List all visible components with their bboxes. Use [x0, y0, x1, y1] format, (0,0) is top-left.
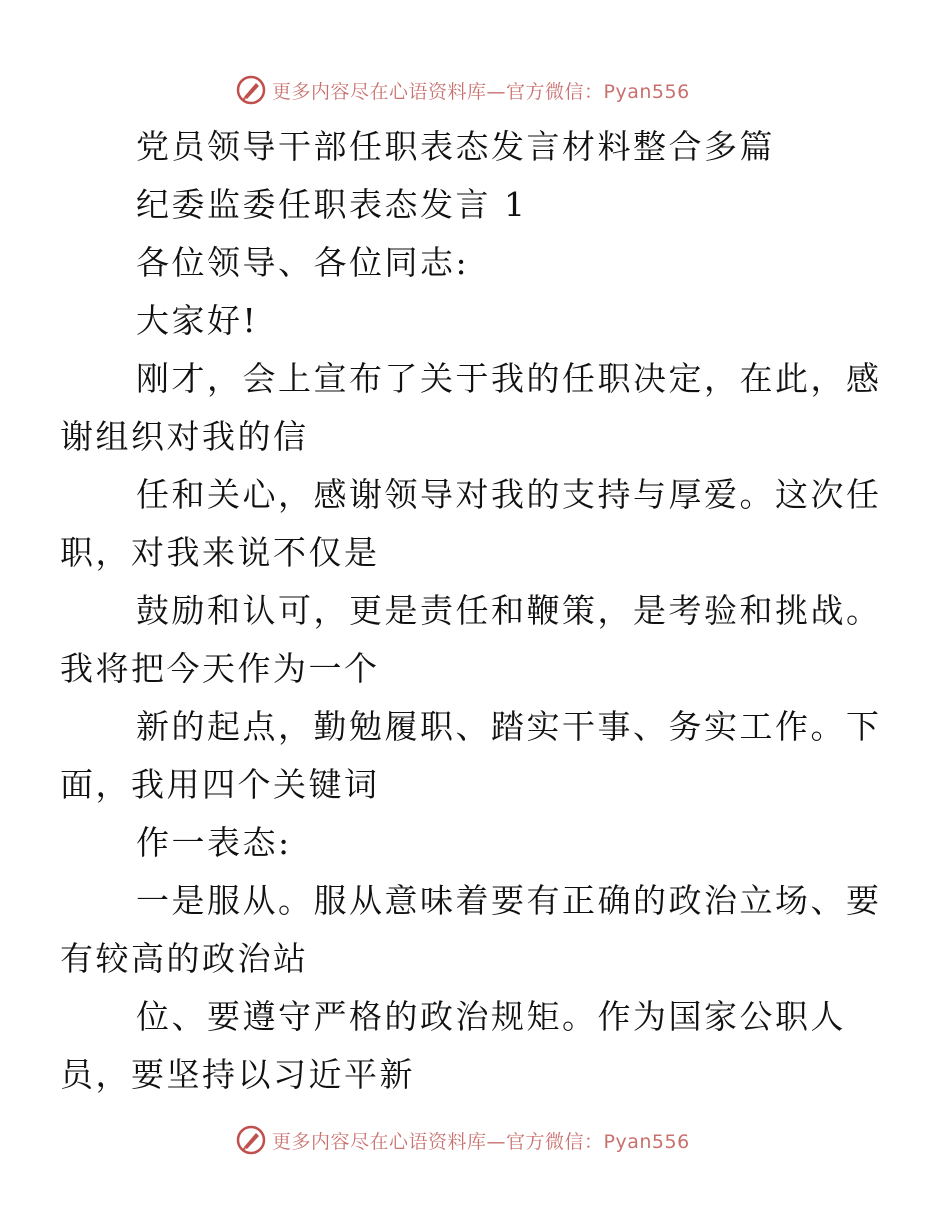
body-paragraph [60, 582, 882, 698]
watermark-text: 更多内容尽在心语资料库—官方微信：Pyan556 [272, 80, 690, 103]
body-paragraph [98, 814, 858, 872]
text-line: 有较高的政治站 [60, 939, 309, 978]
salutation [98, 234, 858, 292]
text-line: 一是服从。服从意味着要有正确的政治立场、要 [136, 881, 882, 920]
text-line: 纪委监委任职表态发言 1 [136, 185, 528, 224]
header-watermark-banner [236, 72, 690, 108]
pen-logo-icon [236, 1125, 266, 1155]
text-line: 任和关心，感谢领导对我的支持与厚爱。这次任 [136, 475, 882, 514]
text-line: 谢组织对我的信 [60, 417, 309, 456]
text-line: 职，对我来说不仅是 [60, 533, 380, 572]
text-line: 员，要坚持以习近平新 [60, 1055, 415, 1094]
footer-watermark-banner [236, 1122, 690, 1158]
document-body [60, 118, 882, 1104]
text-line: 新的起点，勤勉履职、踏实干事、务实工作。下 [136, 707, 882, 746]
text-line: 大家好! [136, 301, 259, 340]
section-heading [98, 176, 858, 234]
document-title [98, 118, 858, 176]
body-paragraph [60, 350, 882, 466]
text-line: 我将把今天作为一个 [60, 649, 380, 688]
greeting [98, 292, 858, 350]
text-line: 刚才，会上宣布了关于我的任职决定，在此，感 [136, 359, 882, 398]
body-paragraph [60, 466, 882, 582]
pen-logo-icon [236, 75, 266, 105]
body-paragraph [60, 698, 882, 814]
text-line: 鼓励和认可，更是责任和鞭策，是考验和挑战。 [136, 591, 882, 630]
body-paragraph [60, 872, 882, 988]
watermark-text: 更多内容尽在心语资料库—官方微信：Pyan556 [272, 1130, 690, 1153]
text-line: 面，我用四个关键词 [60, 765, 380, 804]
text-line: 党员领导干部任职表态发言材料整合多篇 [136, 127, 775, 166]
text-line: 作一表态: [136, 823, 292, 862]
text-line: 各位领导、各位同志: [136, 243, 470, 282]
text-line: 位、要遵守严格的政治规矩。作为国家公职人 [136, 997, 846, 1036]
body-paragraph [60, 988, 858, 1104]
